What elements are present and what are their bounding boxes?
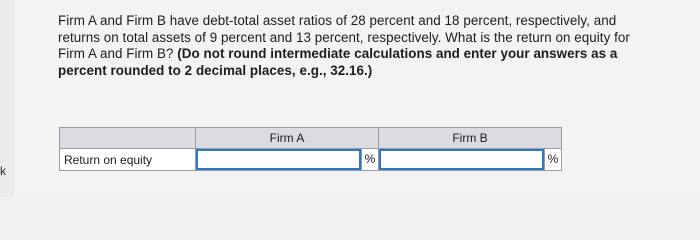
percent-unit-firm-a: % xyxy=(361,149,378,170)
left-panel-text: k xyxy=(0,164,6,178)
percent-unit-firm-b: % xyxy=(544,149,561,170)
question-instruction: (Do not round intermediate calculations and enter your answers as a percent rounded to 2 decimal places, e.g., 32.16.) xyxy=(58,46,618,78)
firm-a-cell xyxy=(196,149,379,171)
question-panel xyxy=(14,0,700,197)
table-header-row xyxy=(60,128,562,149)
header-blank-cell xyxy=(60,128,196,149)
firm-a-input-wrap xyxy=(196,149,378,170)
firm-a-return-on-equity-input[interactable] xyxy=(196,149,361,170)
left-panel-edge xyxy=(0,0,15,197)
question-text xyxy=(58,13,658,79)
row-label-return-on-equity: Return on equity xyxy=(60,149,196,171)
column-header-firm-a: Firm A xyxy=(196,128,379,149)
table-row xyxy=(60,149,562,171)
firm-b-input-wrap xyxy=(379,149,561,170)
answer-table xyxy=(59,127,562,171)
question-body: Firm A and Firm B have debt-total asset ratios of 28 percent and 18 percent, respectively, and returns on total assets of 9 percent and 13 percent, respectively. What is the return on equity for Firm A and Firm B? xyxy=(58,13,630,61)
firm-b-return-on-equity-input[interactable] xyxy=(379,149,544,170)
column-header-firm-b: Firm B xyxy=(379,128,562,149)
firm-b-cell xyxy=(379,149,562,171)
